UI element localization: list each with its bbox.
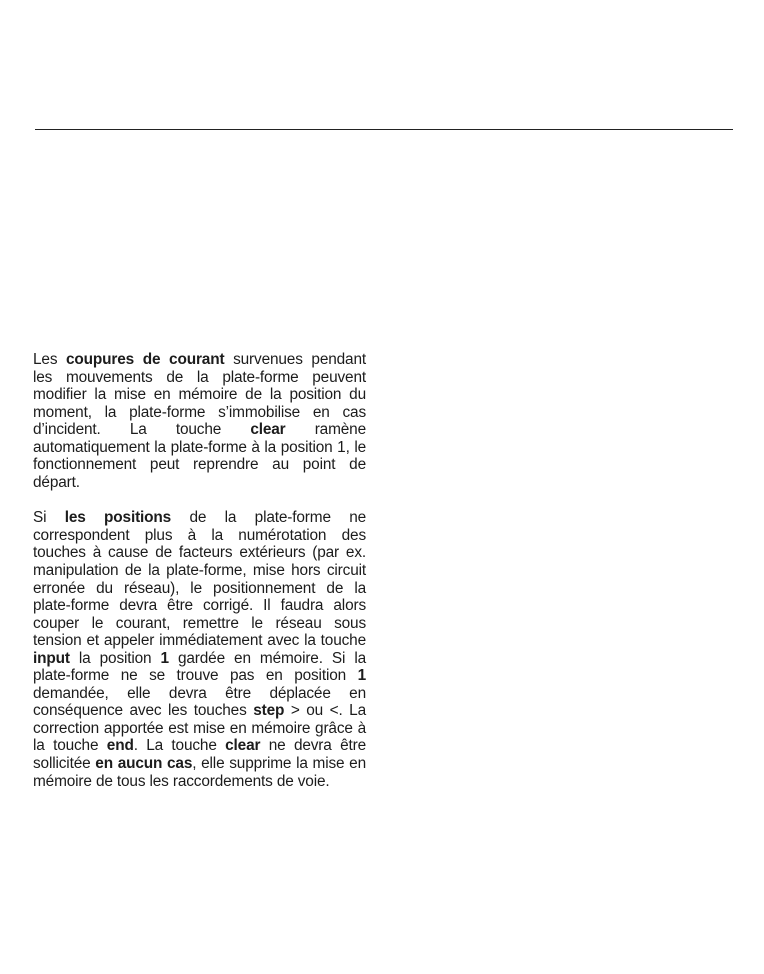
text-run: , elle supprime la mise en mémoire de tous les raccordements de voie. xyxy=(33,755,366,790)
bold-term: clear xyxy=(250,421,286,439)
bold-term: coupures de courant xyxy=(66,351,225,368)
bold-term: step xyxy=(253,702,285,720)
text-run: > ou <. La correction apportée est mise en mémoire grâce à la touche xyxy=(33,702,366,755)
bold-term: 1 xyxy=(357,667,366,685)
text-run: de la plate-forme ne correspondent plus à la numérotation des touches à cause de facteurs extérieurs (par ex. manipulation de la plate-forme, mise hors circuit erronée du réseau), le positionnement de la plate-forme devra être corrigé. Il faudra alors couper le courant, remettre le réseau sous tension et appeler immédiatement avec la touche xyxy=(33,509,367,650)
text-run: la position xyxy=(69,649,161,667)
bold-term: clear xyxy=(225,737,261,755)
paragraph-positions xyxy=(33,509,366,790)
text-run: Si xyxy=(33,509,65,527)
bold-term: les positions xyxy=(64,509,172,527)
text-run: survenues pendant les mouvements de la plate-forme peuvent modifier la mise en mémoire de la position du moment, la plate-forme s’immobilise en cas d’incident. La touche xyxy=(33,351,366,439)
text-run: ramène automatiquement la plate-forme à la position 1, le fonctionnement peut reprendre au point de départ. xyxy=(33,421,366,491)
bold-term: input xyxy=(33,649,70,667)
bold-term: end xyxy=(106,737,134,755)
text-run: ne devra être sollicitée xyxy=(33,737,367,773)
text-run: Les xyxy=(33,351,67,368)
bold-term: 1 xyxy=(160,649,169,667)
text-run: gardée en mémoire. Si la plate-forme ne se trouve pas en position xyxy=(33,649,366,685)
header-rule xyxy=(35,129,733,130)
paragraph-power-cuts xyxy=(33,351,366,491)
text-run: demandée, elle devra être déplacée en conséquence avec les touches xyxy=(33,684,366,720)
text-column xyxy=(33,351,366,790)
text-run: . La touche xyxy=(133,737,226,755)
bold-term: en aucun cas xyxy=(95,755,193,773)
